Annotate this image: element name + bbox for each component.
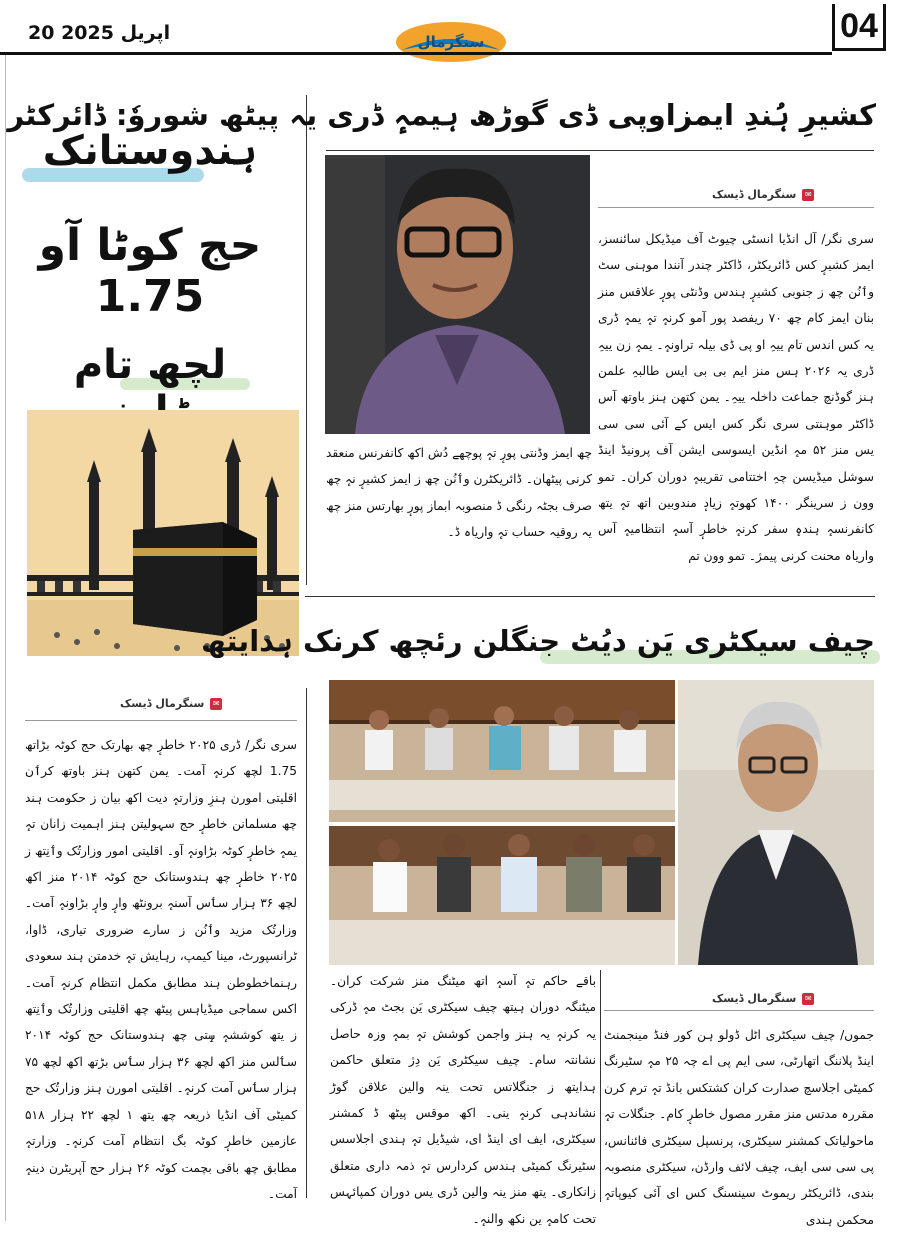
story2-byline [712,992,814,1005]
sidebar-headline-line2: لچھ تام [73,342,227,388]
byline-text: سنگرمال ڈیسک [120,697,205,710]
director-portrait-photo [325,155,590,434]
column-divider-top [306,95,307,585]
byline-rule [25,720,297,721]
meeting-photo [329,680,675,965]
issue-date: 20 اپریل 2025 [28,22,171,44]
sidebar-headline-line1: حج کوٹا آو 1.75 [38,220,262,322]
story2-body-right: جموں/ چیف سیکٹری اٹل ڈولو ہن کور فنڈ مینجمنٹ اینڈ پلاننگ اتھارٹی، سی ایم پی اے چہ ۲۵ مہٕ سٹیرنگ کمیٹی اجلاسچ صدارت کران کشتکس بانڈ تہٕ ترم کرن مقررہ مدتس منز مقرر مصول خاطرٕ کام۔ جنگلات تہٕ ماحولیاتک کمشنر سیکٹری، پرنسپل سیکٹری فائنانس، پی سی سی ایف، چیف لائف وارڈن، سیکٹری منصوبہ بندی، ڈائریکٹر ریموٹ سینسنگ کس ای آئی کیوپاتہٕ محکمن ہندی [604,1028,874,1227]
story1-headline: کشیرِ ہُندِ ایمزاوپی ڈی گوڑھ ہیمہٕ ڈری یہ پیٹھ شوروٗ: ڈائرکٹر [7,98,876,132]
svg-text:سنگرمال: سنگرمال [417,33,485,51]
story2-column-divider [600,970,601,1202]
story2-headline: چیف سیکٹری یَن دیُٹ جنگلن رئچھ کرنک ہدایتھ [200,624,875,658]
newspaper-logo [394,20,508,64]
column-divider-bottom [306,688,307,1198]
sidebar-byline [120,697,222,710]
byline-logo-icon: ✉ [802,189,814,201]
story2-byline-rule [604,1010,874,1011]
story-separator-rule [305,596,875,597]
story1-rule [326,150,874,151]
section-heading: ہندوستانک [42,128,258,174]
chief-secretary-photo [678,680,874,965]
page-border-left [5,55,6,1221]
byline-text: سنگرمال ڈیسک [712,188,797,201]
kaaba-illustration [27,410,299,656]
byline-logo-icon: ✉ [210,698,222,710]
story1-byline [712,188,814,201]
story1-body: سری نگر/ آل انڈیا انسٹی چیوٹ آف میڈیکل سائنسز، ایمز کشیرٕ کس ڈائریکٹر، ڈاکٹر چندر آنندا موہنی سٹ وٲنُن چھ ز جنوبی کشیرٕ ہندس وڈنٹی پورٕ علاقس منز بنان ایمز کام چھ ۷۰ ریفصد پور آمو کرنہٕ تہٕ یمہٕ ڈری یہ کس اندس تام ییہِ او پی ڈی بیلہ تراونہٕ۔ یمہٕ زن ییہِ ڈری یہ ۲۰۲۶ ہس منز ایم بی بی ایس طالبہِ علمن ہنز گوڈنچ جماعت داخلہ ییہِ۔ یمن کتھن ہنز باوتھ آس ڈاکٹر موہنتی سری نگر کس ایس کے آئی سی سی یس منز ۵۲ مہٕ انڈین ایسوسی ایشن آف پرونیڈ اینڈ سوشل میڈیسن چہِ اختتامی تقریبہٕ دوران کران۔ تمو وون ز سرینگر ۱۴۰۰ کھوتہٕ زیادٕ مندوبین اتھ تہٕ یتھ کانفرنسہٕ ہندہٕ سفر کرنہٕ خاطرٕ آسہٕ انتظامیہٕ آس واریاہ محنت کرنی پیمژ۔ تمو وون تم [598,232,874,563]
page-number: 04 [832,4,886,51]
story1-photo-caption: چھ ایمز وڈنتی پورٕ تہٕ پوچھے دُش اکھ کانفرنس منعقد کرنی پیٹھان۔ ڈائریکٹرن وٲنُن چھ ز ایمز کشیرٕ نہٕ چھ صرف بجٹہ رنگی ڈ منصوبہ ابماز پورٕ بھارتس منز چھ یہ روقیہ حساب تہٕ واریاہ ڈ۔ [326,446,592,540]
byline-logo-icon: ✉ [802,993,814,1005]
byline-text: سنگرمال ڈیسک [712,992,797,1005]
sidebar-article-body: سری نگر/ ڈری ۲۰۲۵ خاطرٕ چھ بھارتک حج کوٹہ بڑاتھ 1.75 لچھ کرنہٕ آمت۔ یمن کتھن ہنز باوتھ کرٲن اقلیتی امورن ہنزِ وزارتہٕ دیت اکھ بیان ز حکومت ہند چھ مسلمانن خاطرٕ حج سہولیتن ہنز اہمیت زانان تہٕ یمہٕ خاطرٕ کوٹہ بڑاونہٕ آو۔ اقلیتی امور وزارتُک وٲنِتھ ز ۲۰۲۵ خاطرٕ چھ ہندوستانک حج کوٹہ ۲۰۱۴ منز اکھ لچھ ۳۶ ہزار سٲس آسنہٕ برونٹھ وارٕ وارٕ بڑاونہٕ آمت۔ وزارتُک مزید وٲنُن ز سارے ضروری تیاری، ڈاوا، ٹرانسپورٹ، مینا کیمپ، رہایش تہٕ خدمتن ہند سعودی رہنماخطوطن ہند مطابق مکمل انتظام کرنہٕ آمت۔ اکس سماجی میڈیاہس پیٹھ چھ اقلیتی وزارتُک وٲنِتھ ز یتھ کوششہٕ سٟتی چھ ہندوستانک حج کوٹہ ۲۰۱۴ سٲلس منز اکھ لچھ ۳۶ ہزار سٲس بڑتھ اکھ لچھ ۷۵ ہزار سٲس آمت کرنہٕ۔ اقلیتی امورن ہنز وزارتُک حج کمیٹی آف انڈیا ذریعہ چھ یتھ ۱ لچھ ۲۲ ہزار ۵۱۸ عازمین خاطرٕ کوٹہ بگ انتظام آمت کرنہٕ۔ وزارتہٕ مطابق چھ باقی بچمت کوٹہ ۲۶ ہزار حج آپریٹرن دینہٕ آمت۔ [25,738,298,1201]
story1-byline-rule [598,207,874,208]
header-rule [0,52,832,55]
story2-body-left: باقے حاکم تہٕ آسہٕ اتھ میٹنگ منز شرکت کران۔ میٹنگہ دوران ہیتھ چیف سیکٹری یَن بجٹ مہٕ ڈرکی یہ کرنہٕ یہ ہنز واجمن کوشش تہٕ بمہٕ وزہ حاصل نشانتہ سام۔ چیف سیکٹری یَن دِژ متعلق حاکمن ہدایتھ ز جنگلاتس تحت ینہ والین علاقن گوڑ نشاندہی کرنہٕ ینی۔ اکھ موقس پیٹھ ڈ کمشنر سیکٹری، ایف ای اینڈ ای، شیڈیل تہٕ ہندی اجلاسس سٹیرنگ کمیٹی ہندس کردارس تہٕ ذمہ داری متعلق زانکاری۔ یتھ منز ینہ والین ڈری یس دوران کمپائہس تحت کامہٕ ین نکھ والنہٕ۔ [330,974,596,1226]
